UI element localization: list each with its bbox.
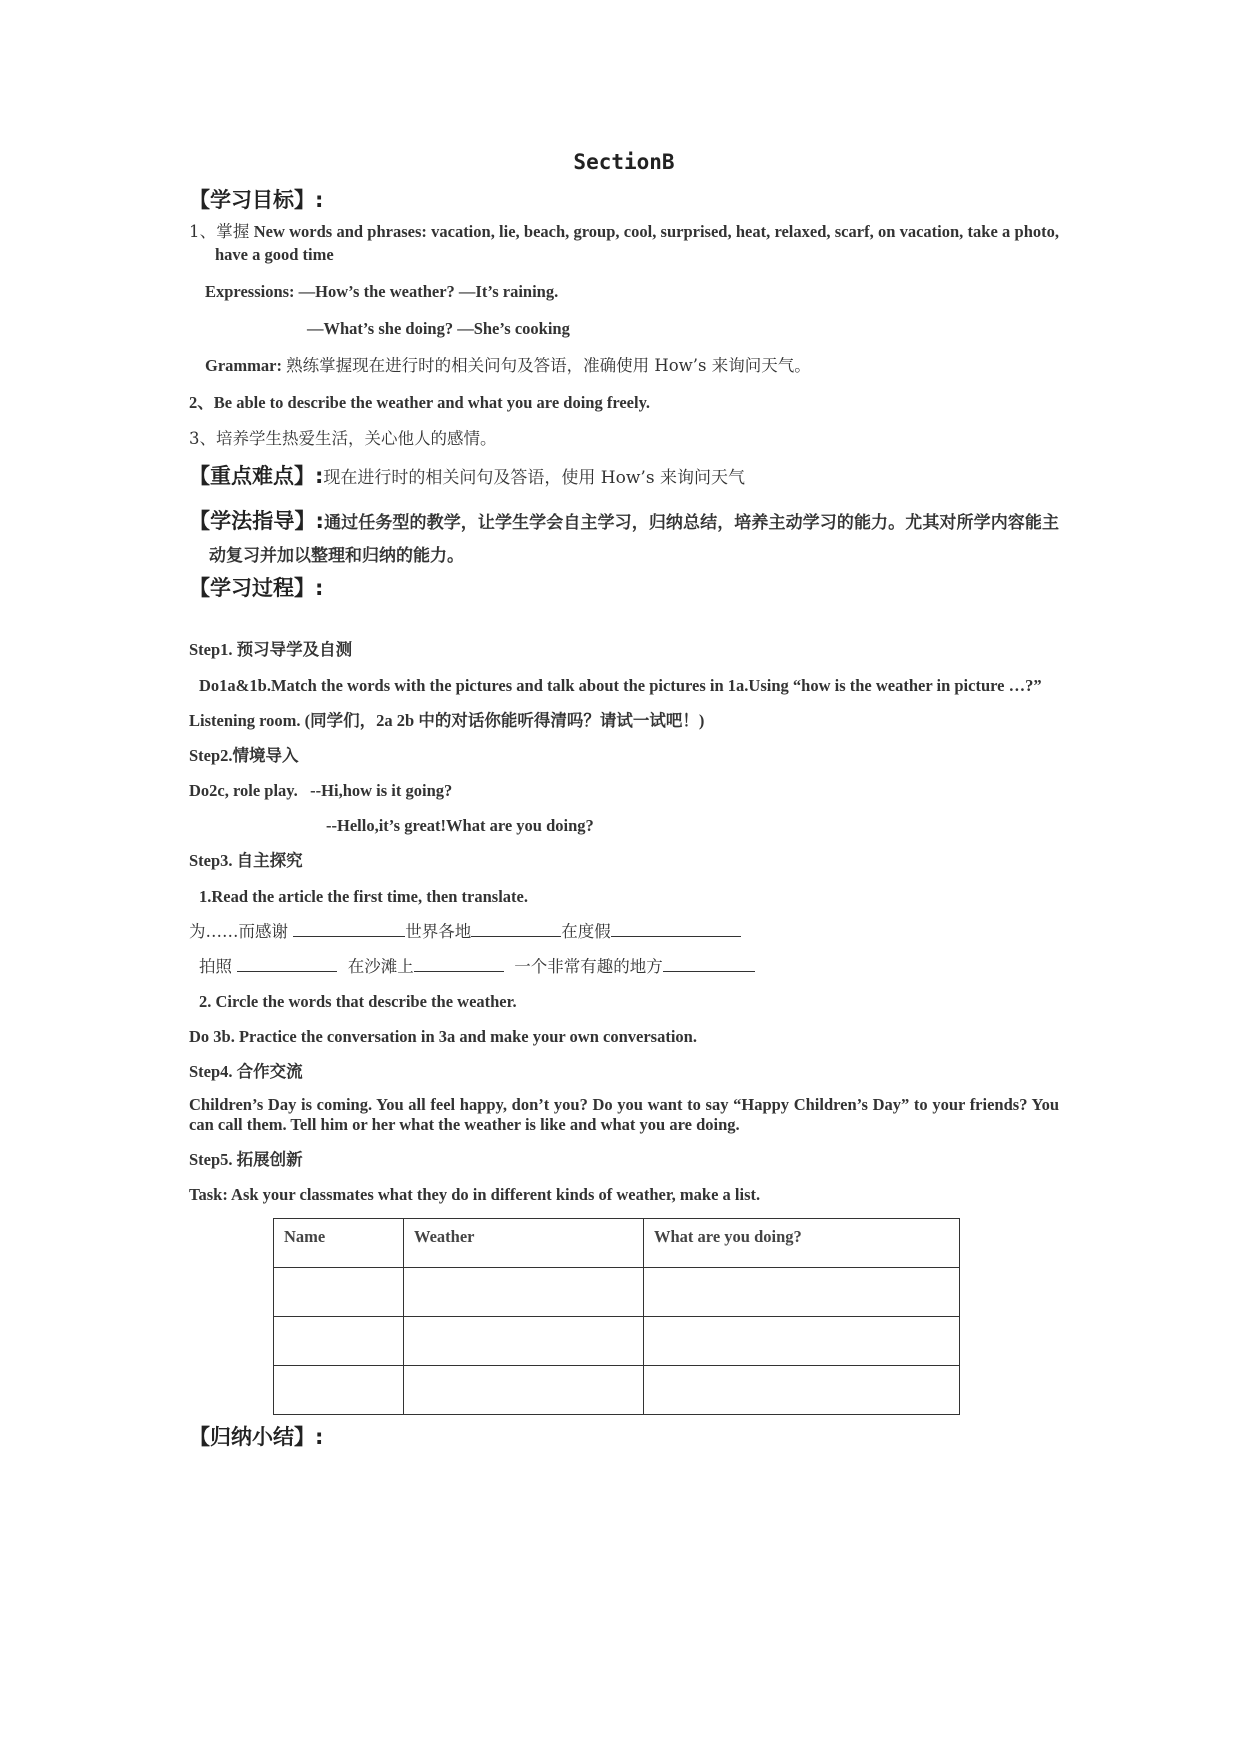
grammar-label: Grammar:	[205, 356, 282, 375]
goal-item-1	[189, 220, 1059, 266]
step4-heading: Step4. 合作交流	[189, 1062, 303, 1081]
expression-line-2: —What’s she doing? —She’s cooking	[307, 319, 570, 338]
answer-blank[interactable]	[237, 955, 337, 972]
step2-dialog-line-2: --Hello,it’s great!What are you doing?	[326, 816, 594, 835]
goals-heading: 【学习目标】:	[189, 188, 324, 212]
translate-item: 为……而感谢	[189, 922, 288, 941]
step2-dialog-line-1: --Hi,how is it going?	[310, 781, 453, 800]
table-cell[interactable]	[644, 1268, 960, 1317]
answer-blank[interactable]	[611, 920, 741, 937]
table-cell[interactable]	[404, 1268, 644, 1317]
grammar-text: 熟练掌握现在进行时的相关问句及答语，准确使用 How’s 来询问天气。	[286, 356, 811, 375]
survey-table	[273, 1218, 960, 1415]
table-cell[interactable]	[274, 1268, 404, 1317]
answer-blank[interactable]	[293, 920, 405, 937]
table-row	[274, 1366, 960, 1415]
table-cell[interactable]	[404, 1317, 644, 1366]
step1-heading: Step1. 预习导学及自测	[189, 640, 353, 659]
table-row	[274, 1317, 960, 1366]
worksheet	[189, 150, 1059, 1451]
table-header-name: Name	[274, 1219, 404, 1268]
goal-item-1-lead: 1、掌握	[189, 222, 250, 241]
table-cell[interactable]	[644, 1366, 960, 1415]
step4-text: Children’s Day is coming. You all feel happy, don’t you? Do you want to say “Happy Children’s Day” to your friends? You can call them. Tell him or her what the weather is like and what you are doing.	[189, 1095, 1059, 1134]
answer-blank[interactable]	[471, 920, 561, 937]
step1-task: Do1a&1b.Match the words with the pictures and talk about the pictures in 1a.Using “how is the weather in picture …?”	[199, 676, 1042, 695]
key-points-text: 现在进行时的相关问句及答语，使用 How’s 来询问天气	[323, 468, 745, 488]
key-points-line	[189, 460, 1059, 490]
table-cell[interactable]	[404, 1366, 644, 1415]
table-row	[274, 1268, 960, 1317]
translate-item: 在度假	[561, 922, 611, 941]
table-cell[interactable]	[274, 1366, 404, 1415]
answer-blank[interactable]	[414, 955, 504, 972]
table-header-doing: What are you doing?	[644, 1219, 960, 1268]
method-heading: 【学法指导】:	[189, 509, 324, 533]
expression-line-1: Expressions: —How’s the weather? —It’s raining.	[205, 282, 559, 301]
page-title: SectionB	[573, 150, 675, 174]
step3-heading: Step3. 自主探究	[189, 851, 303, 870]
translate-row-2	[189, 955, 1059, 978]
answer-blank[interactable]	[663, 955, 755, 972]
translate-item: 在沙滩上	[347, 957, 414, 976]
step2-task	[189, 779, 1059, 802]
listening-line: Listening room. (同学们，2a 2b 中的对话你能听得清吗？请试一试吧！)	[189, 711, 705, 730]
table-cell[interactable]	[644, 1317, 960, 1366]
process-heading: 【学习过程】:	[189, 576, 324, 600]
translate-item: 世界各地	[405, 922, 472, 941]
step3-task-2: 2. Circle the words that describe the weather.	[199, 992, 517, 1011]
table-header-row	[274, 1219, 960, 1268]
step3-task-3: Do 3b. Practice the conversation in 3a and make your own conversation.	[189, 1027, 697, 1046]
key-points-heading: 【重点难点】:	[189, 464, 324, 488]
table-cell[interactable]	[274, 1317, 404, 1366]
step2-heading: Step2.情境导入	[189, 746, 299, 765]
translate-item: 拍照	[199, 957, 232, 976]
step5-task: Task: Ask your classmates what they do in different kinds of weather, make a list.	[189, 1185, 761, 1204]
method-text: 通过任务型的教学，让学生学会自主学习，归纳总结，培养主动学习的能力。尤其对所学内容能主动复习并加以整理和归纳的能力。	[209, 513, 1059, 566]
translate-item: 一个非常有趣的地方	[514, 957, 663, 976]
step5-heading: Step5. 拓展创新	[189, 1150, 303, 1169]
grammar-line	[189, 354, 1059, 377]
goal-item-3: 3、培养学生热爱生活，关心他人的感情。	[189, 429, 497, 448]
step3-task-1: 1.Read the article the first time, then translate.	[199, 887, 528, 906]
summary-heading: 【归纳小结】:	[189, 1425, 324, 1449]
table-header-weather: Weather	[404, 1219, 644, 1268]
goal-item-1-text: New words and phrases: vacation, lie, beach, group, cool, surprised, heat, relaxed, scarf, on vacation, take a photo, have a good time	[215, 222, 1060, 264]
method-line	[189, 506, 1059, 572]
translate-row-1	[189, 920, 1059, 943]
goal-item-2: 2、Be able to describe the weather and what you are doing freely.	[189, 393, 651, 412]
step2-task-lead: Do2c, role play.	[189, 781, 298, 800]
